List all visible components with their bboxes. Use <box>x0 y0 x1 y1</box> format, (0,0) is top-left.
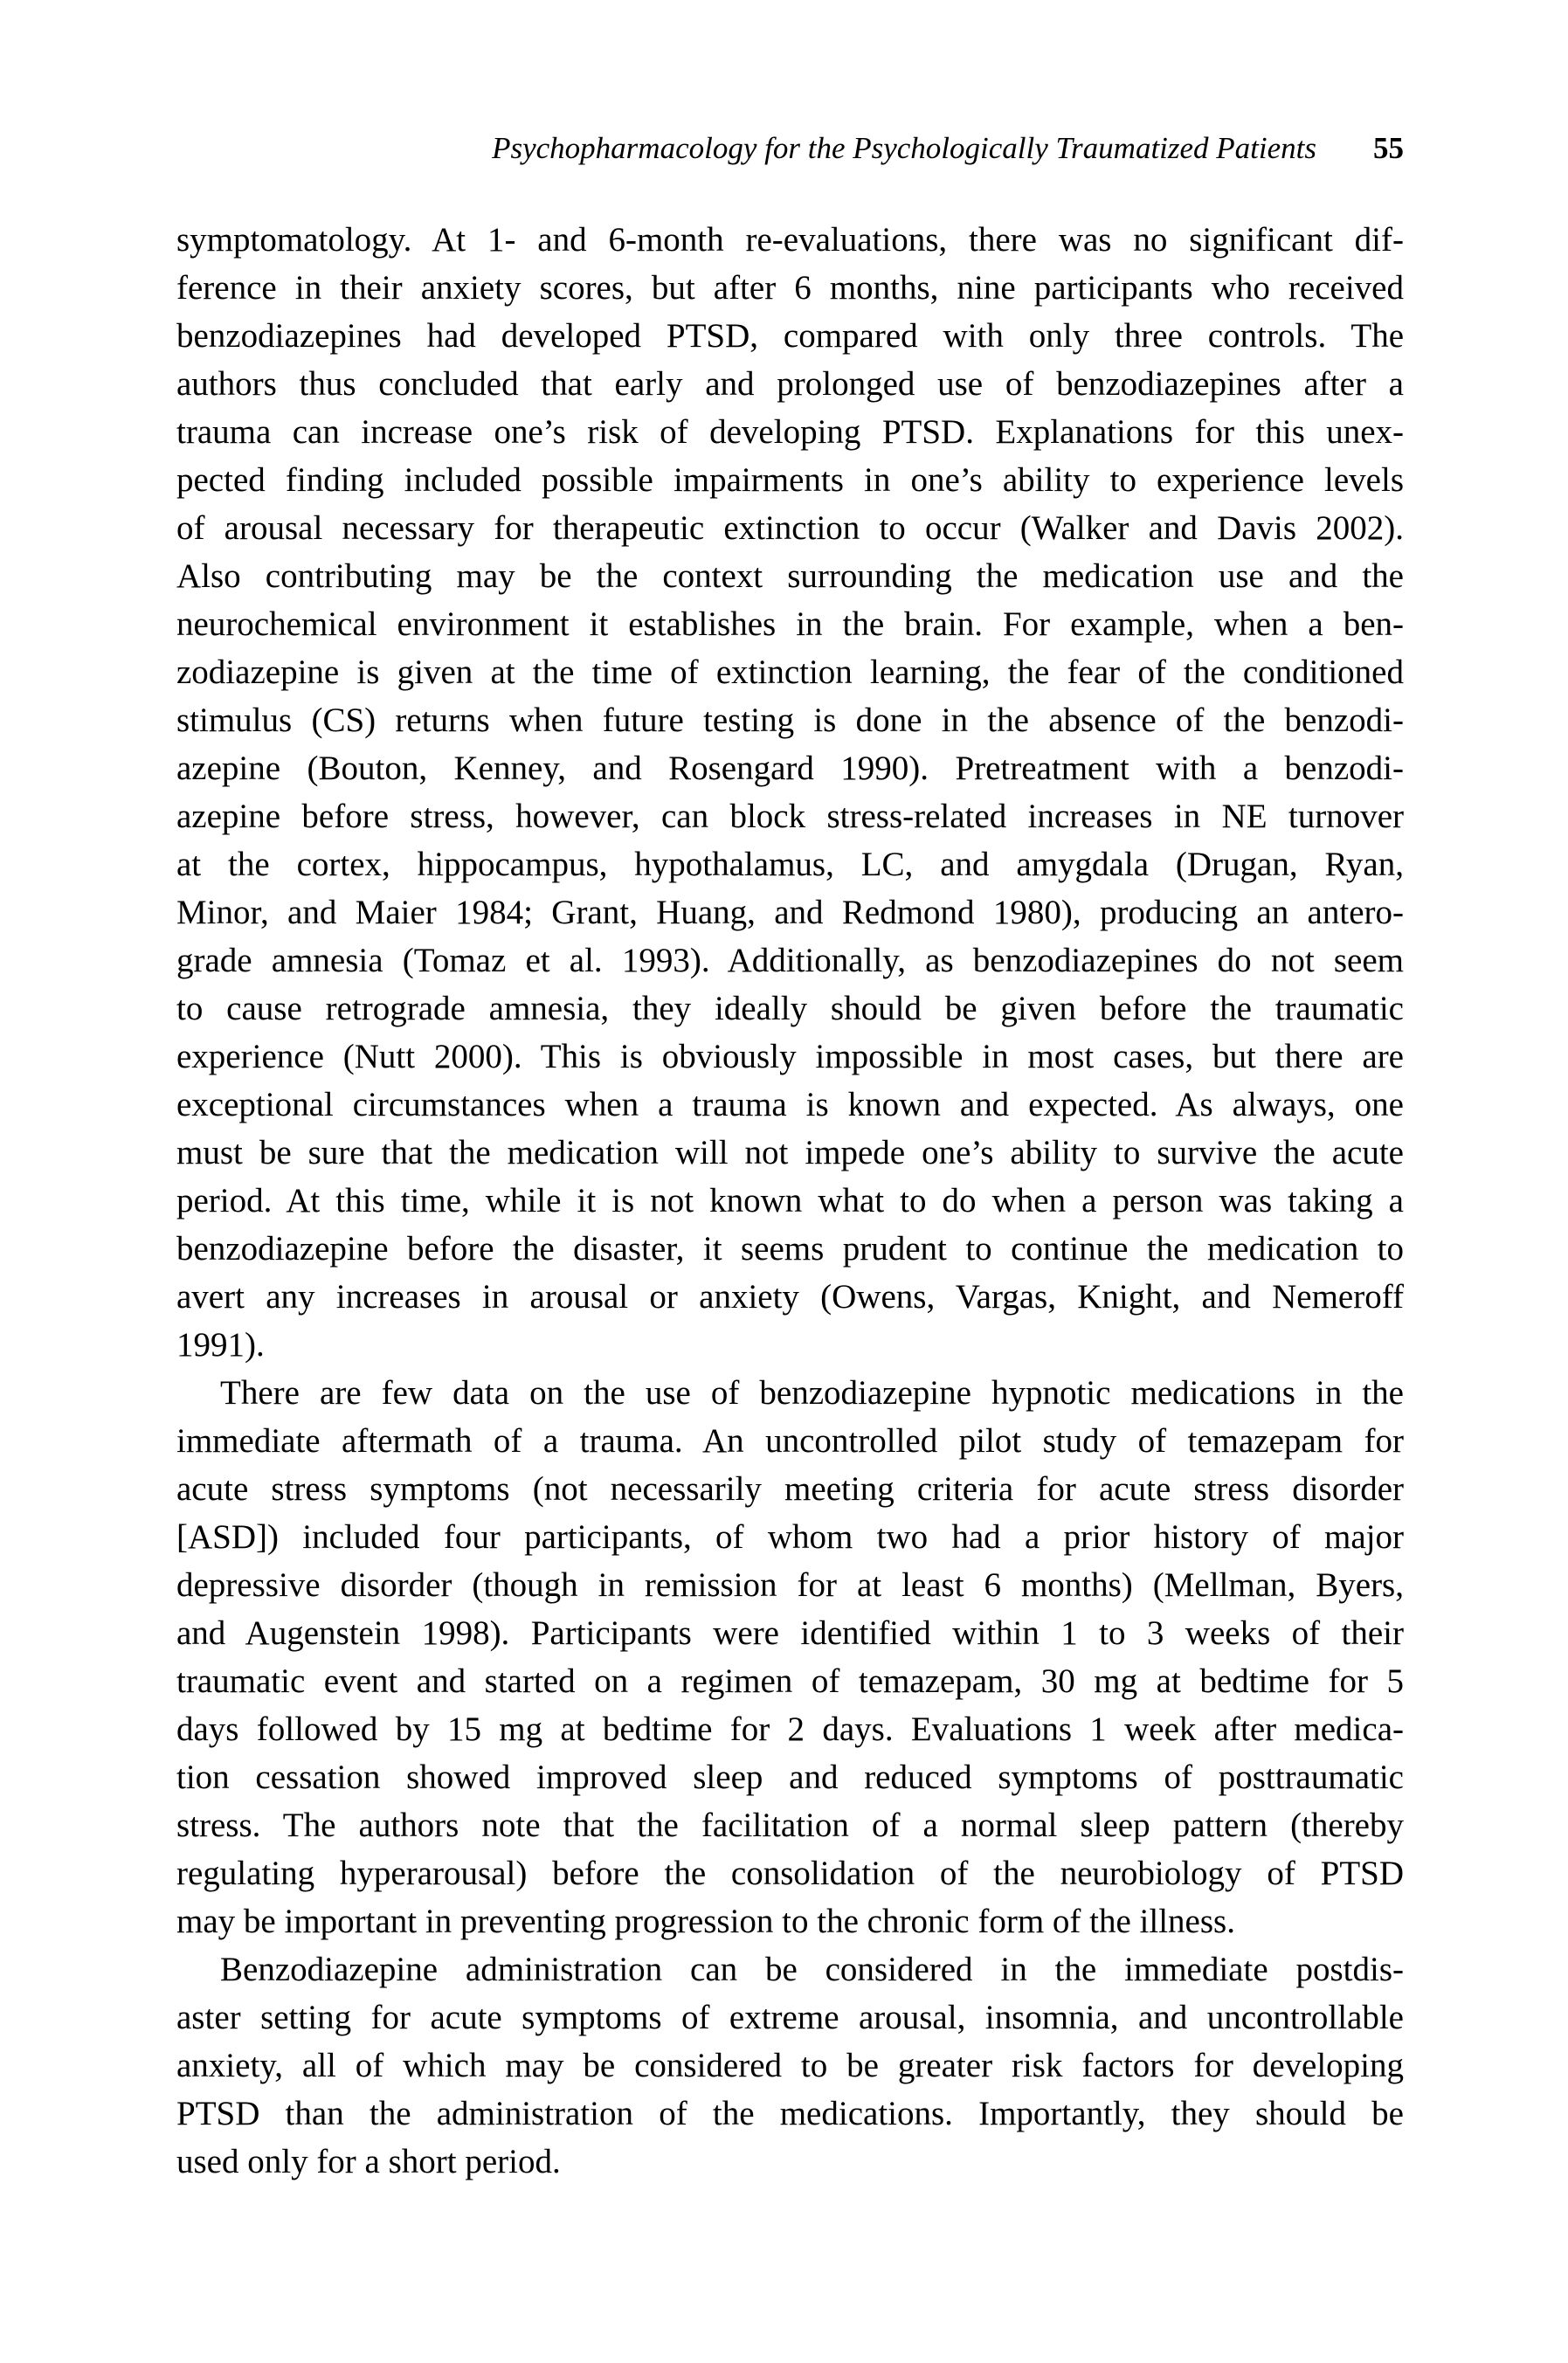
text-line: symptomatology. At 1- and 6-month re-evaluations, there was no significant dif- <box>176 221 1404 259</box>
text-line: 1991). <box>176 1326 265 1364</box>
text-line: stimulus (CS) returns when future testing is done in the absence of the benzodi- <box>176 701 1404 739</box>
text-line: azepine before stress, however, can block stress-related increases in NE turnover <box>176 798 1404 835</box>
text-line: must be sure that the medication will not impede one’s ability to survive the acute <box>176 1134 1404 1171</box>
text-line: avert any increases in arousal or anxiety (Owens, Vargas, Knight, and Nemeroff <box>176 1278 1404 1316</box>
text-line: tion cessation showed improved sleep and reduced symptoms of posttraumatic <box>176 1758 1404 1796</box>
text-line: anxiety, all of which may be considered to be greater risk factors for developing <box>176 2047 1404 2084</box>
text-line: [ASD]) included four participants, of whom two had a prior history of major <box>176 1518 1404 1556</box>
text-line: neurochemical environment it establishes in the brain. For example, when a ben- <box>176 605 1404 643</box>
text-line: PTSD than the administration of the medications. Importantly, they should be <box>176 2095 1404 2132</box>
text-line: experience (Nutt 2000). This is obviously impossible in most cases, but there are <box>176 1038 1404 1075</box>
text-line: used only for a short period. <box>176 2143 561 2180</box>
text-line: benzodiazepines had developed PTSD, compared with only three controls. The <box>176 317 1404 355</box>
text-line: and Augenstein 1998). Participants were identified within 1 to 3 weeks of their <box>176 1614 1404 1652</box>
paragraph <box>176 216 1404 1369</box>
text-line: traumatic event and started on a regimen of temazepam, 30 mg at bedtime for 5 <box>176 1662 1404 1700</box>
text-line: trauma can increase one’s risk of developing PTSD. Explanations for this unex- <box>176 413 1404 451</box>
text-line: days followed by 15 mg at bedtime for 2 days. Evaluations 1 week after medica- <box>176 1710 1404 1748</box>
text-line: aster setting for acute symptoms of extreme arousal, insomnia, and uncontrollable <box>176 1999 1404 2036</box>
text-line: There are few data on the use of benzodiazepine hypnotic medications in the <box>220 1374 1404 1412</box>
text-line: may be important in preventing progression to the chronic form of the illness. <box>176 1903 1235 1940</box>
text-line: of arousal necessary for therapeutic extinction to occur (Walker and Davis 2002). <box>176 509 1404 547</box>
text-line: immediate aftermath of a trauma. An uncontrolled pilot study of temazepam for <box>176 1422 1404 1460</box>
text-line: benzodiazepine before the disaster, it seems prudent to continue the medication to <box>176 1230 1404 1268</box>
text-line: azepine (Bouton, Kenney, and Rosengard 1990). Pretreatment with a benzodi- <box>176 750 1404 787</box>
paragraph <box>176 1945 1404 2186</box>
running-title: Psychopharmacology for the Psychologically Traumatized Patients <box>492 131 1316 165</box>
text-line: at the cortex, hippocampus, hypothalamus, LC, and amygdala (Drugan, Ryan, <box>176 846 1404 883</box>
text-line: Benzodiazepine administration can be considered in the immediate postdis- <box>220 1951 1404 1988</box>
paragraph <box>176 1369 1404 1945</box>
text-line: zodiazepine is given at the time of extinction learning, the fear of the conditioned <box>176 653 1404 691</box>
text-line: regulating hyperarousal) before the consolidation of the neurobiology of PTSD <box>176 1855 1404 1892</box>
text-line: to cause retrograde amnesia, they ideally should be given before the traumatic <box>176 990 1404 1027</box>
text-line: ference in their anxiety scores, but after 6 months, nine participants who received <box>176 269 1404 307</box>
text-line: pected finding included possible impairments in one’s ability to experience levels <box>176 461 1404 499</box>
running-header <box>176 129 1404 168</box>
text-line: exceptional circumstances when a trauma is known and expected. As always, one <box>176 1086 1404 1123</box>
text-line: period. At this time, while it is not known what to do when a person was taking a <box>176 1182 1404 1220</box>
text-line: stress. The authors note that the facilitation of a normal sleep pattern (thereby <box>176 1807 1404 1844</box>
page-number: 55 <box>1373 131 1404 165</box>
text-line: Also contributing may be the context surrounding the medication use and the <box>176 557 1404 595</box>
text-line: authors thus concluded that early and prolonged use of benzodiazepines after a <box>176 365 1404 403</box>
text-line: depressive disorder (though in remission for at least 6 months) (Mellman, Byers, <box>176 1566 1404 1604</box>
body-text <box>176 216 1404 2186</box>
text-line: Minor, and Maier 1984; Grant, Huang, and Redmond 1980), producing an antero- <box>176 894 1404 931</box>
text-line: grade amnesia (Tomaz et al. 1993). Additionally, as benzodiazepines do not seem <box>176 942 1404 979</box>
text-line: acute stress symptoms (not necessarily meeting criteria for acute stress disorder <box>176 1470 1404 1508</box>
